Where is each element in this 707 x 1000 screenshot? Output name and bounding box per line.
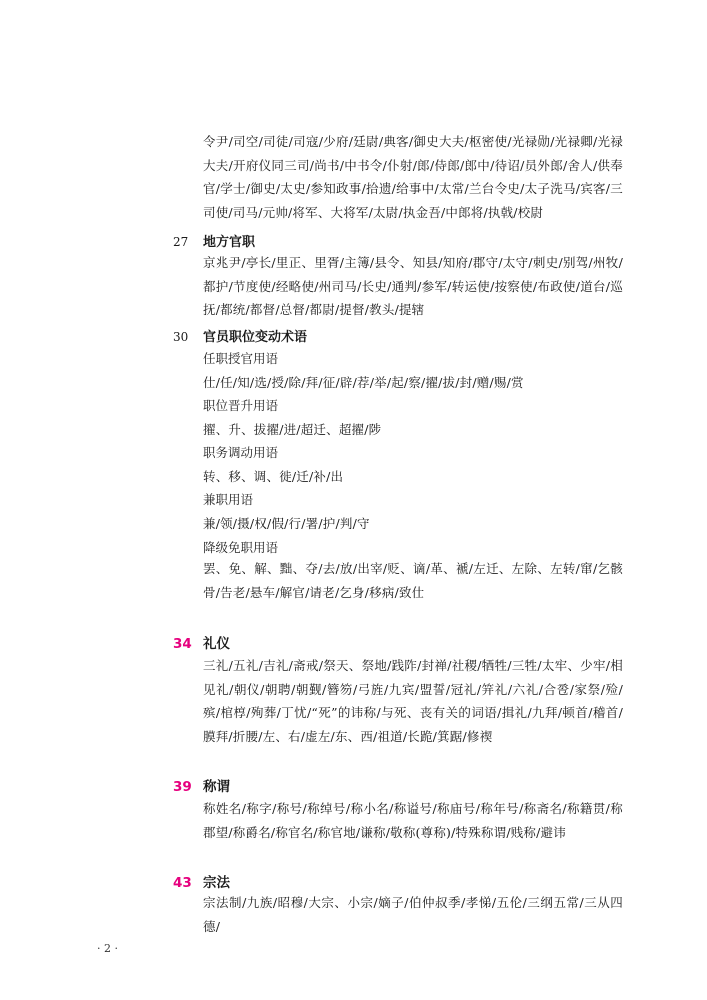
appellations-list: 称姓名/称字/称号/称绰号/称小名/称谥号/称庙号/称年号/称斋名/称籍贯/称郡望/称爵名/称官名/称官地/谦称/敬称(尊称)/特殊称谓/贱称/避讳 xyxy=(203,801,623,840)
group-label-appointment: 任职授官用语 xyxy=(203,351,279,366)
section-heading-patriarchal-clan xyxy=(173,871,230,891)
etiquette-list: 三礼/五礼/吉礼/斋戒/祭天、祭地/践阼/封禅/社稷/牺牲/三牲/太牢、少牢/相见礼/朝仪/朝聘/朝觐/簪笏/弓旌/九宾/盟誓/冠礼/笄礼/六礼/合卺/家祭/殓/殡/棺椁/殉葬/丁忧/“死”的讳称/与死、丧有关的词语/揖礼/九拜/顿首/稽首/膜拜/折腰/左、右/虚左/东、西/祖道/长跪/箕踞/修禊 xyxy=(203,658,623,745)
group-label-demotion: 降级免职用语 xyxy=(203,540,279,555)
group-terms-concurrent: 兼/领/摄/权/假/行/署/护/判/守 xyxy=(203,516,370,531)
group-terms-transfer: 转、移、调、徙/迁/补/出 xyxy=(203,469,344,484)
section-number: 34 xyxy=(173,636,192,652)
patriarchal-clan-list: 宗法制/九族/昭穆/大宗、小宗/嫡子/伯仲叔季/孝悌/五伦/三纲五常/三从四德/ xyxy=(203,895,623,934)
section-number: 39 xyxy=(173,779,192,795)
subsection-title: 官员职位变动术语 xyxy=(203,330,308,345)
group-terms-appointment: 仕/任/知/选/授/除/拜/征/辟/荐/举/起/察/擢/拔/封/赠/赐/赏 xyxy=(203,375,524,390)
subsection-number: 30 xyxy=(173,330,189,344)
group-terms-promotion: 擢、升、拔擢/进/超迁、超擢/陟 xyxy=(203,422,382,437)
subsection-title: 地方官职 xyxy=(203,235,256,250)
group-label-concurrent: 兼职用语 xyxy=(203,492,254,507)
officials-list-continued: 令尹/司空/司徒/司寇/少府/廷尉/典客/御史大夫/枢密使/光禄勋/光禄卿/光禄大夫/开府仪同三司/尚书/中书令/仆射/郎/侍郎/郎中/待诏/员外郎/舍人/供奉官/学士/御史/太史/参知政事/拾遗/给事中/太常/兰台令史/太子洗马/宾客/三司使/司马/元帅/将军、大将军/太尉/执金吾/中郎将/执戟/校尉 xyxy=(203,134,623,221)
section-heading-etiquette xyxy=(173,632,230,652)
group-label-promotion: 职位晋升用语 xyxy=(203,398,279,413)
group-label-transfer: 职务调动用语 xyxy=(203,445,279,460)
section-title: 称谓 xyxy=(203,779,230,795)
section-number: 43 xyxy=(173,875,192,891)
section-title: 宗法 xyxy=(203,875,230,891)
subsection-heading-local-officials xyxy=(173,231,255,250)
page-number: · 2 · xyxy=(97,942,118,955)
section-title: 礼仪 xyxy=(203,636,230,652)
subsection-heading-position-change-terms xyxy=(173,326,307,345)
section-heading-appellations xyxy=(173,775,230,795)
group-terms-demotion: 罢、免、解、黜、夺/去/放/出宰/贬、谪/革、褫/左迁、左除、左转/窜/乞骸骨/告老/悬车/解官/请老/乞身/移病/致仕 xyxy=(203,561,623,600)
local-officials-list: 京兆尹/亭长/里正、里胥/主簿/县令、知县/知府/郡守/太守/刺史/别驾/州牧/都护/节度使/经略使/州司马/长史/通判/参军/转运使/按察使/布政使/道台/巡抚/都统/都督/总督/都尉/提督/教头/提辖 xyxy=(203,255,623,318)
subsection-number: 27 xyxy=(173,235,189,249)
